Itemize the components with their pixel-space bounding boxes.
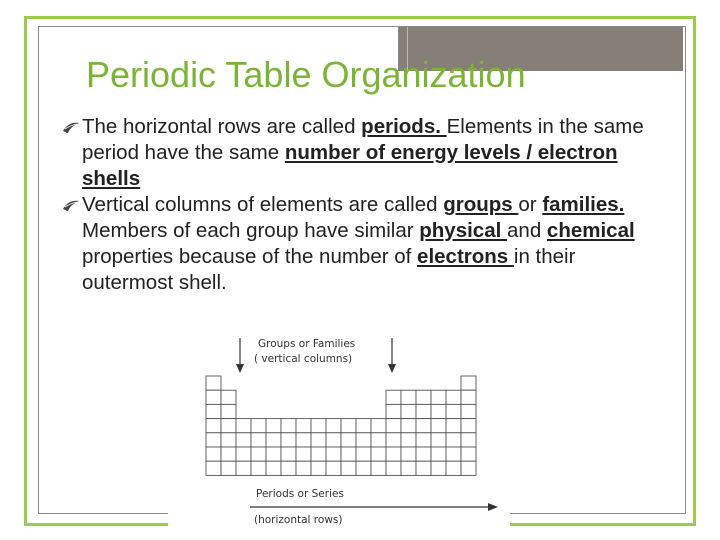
key-term: number of energy levels / electron shells [82, 141, 618, 190]
periodic-table-grid [168, 330, 510, 532]
bullet-text [82, 193, 635, 294]
groups-label-line2: ( vertical columns) [254, 353, 353, 365]
periodic-table-diagram [168, 330, 510, 532]
bullet-item-periods [60, 114, 660, 192]
bullet-text-segment: The horizontal rows are called [82, 115, 362, 138]
leaf-bullet-icon [60, 115, 82, 137]
bullet-item-groups [60, 192, 660, 296]
key-term: families. [542, 193, 625, 216]
key-term: chemical [546, 219, 635, 242]
key-term: groups [443, 193, 519, 216]
bullet-text-segment: Vertical columns of elements are called [82, 193, 444, 216]
bullet-text-segment: Members of each group have similar [82, 219, 420, 242]
leaf-bullet-icon [60, 193, 82, 215]
key-term: periods. [361, 115, 447, 138]
period-arrow-icon [250, 503, 498, 511]
bullet-text-segment: properties because of the number of [82, 245, 418, 268]
groups-label-line1: Groups or Families [258, 338, 356, 350]
rows-label: (horizontal rows) [254, 514, 343, 526]
bullet-text-segment: Elements in the same period have the same [82, 115, 644, 164]
bullet-text-segment: or [518, 193, 543, 216]
bullet-list [60, 114, 660, 296]
bullet-text-segment: and [507, 219, 547, 242]
periods-label: Periods or Series [256, 488, 344, 500]
key-term: physical [419, 219, 508, 242]
slide-title: Periodic Table Organization [86, 54, 526, 95]
bullet-text [82, 115, 644, 190]
group-arrow-left-icon [236, 338, 244, 373]
bullet-text-segment: in their outermost shell. [82, 245, 576, 294]
group-arrow-right-icon [388, 338, 396, 373]
key-term: electrons [417, 245, 514, 268]
